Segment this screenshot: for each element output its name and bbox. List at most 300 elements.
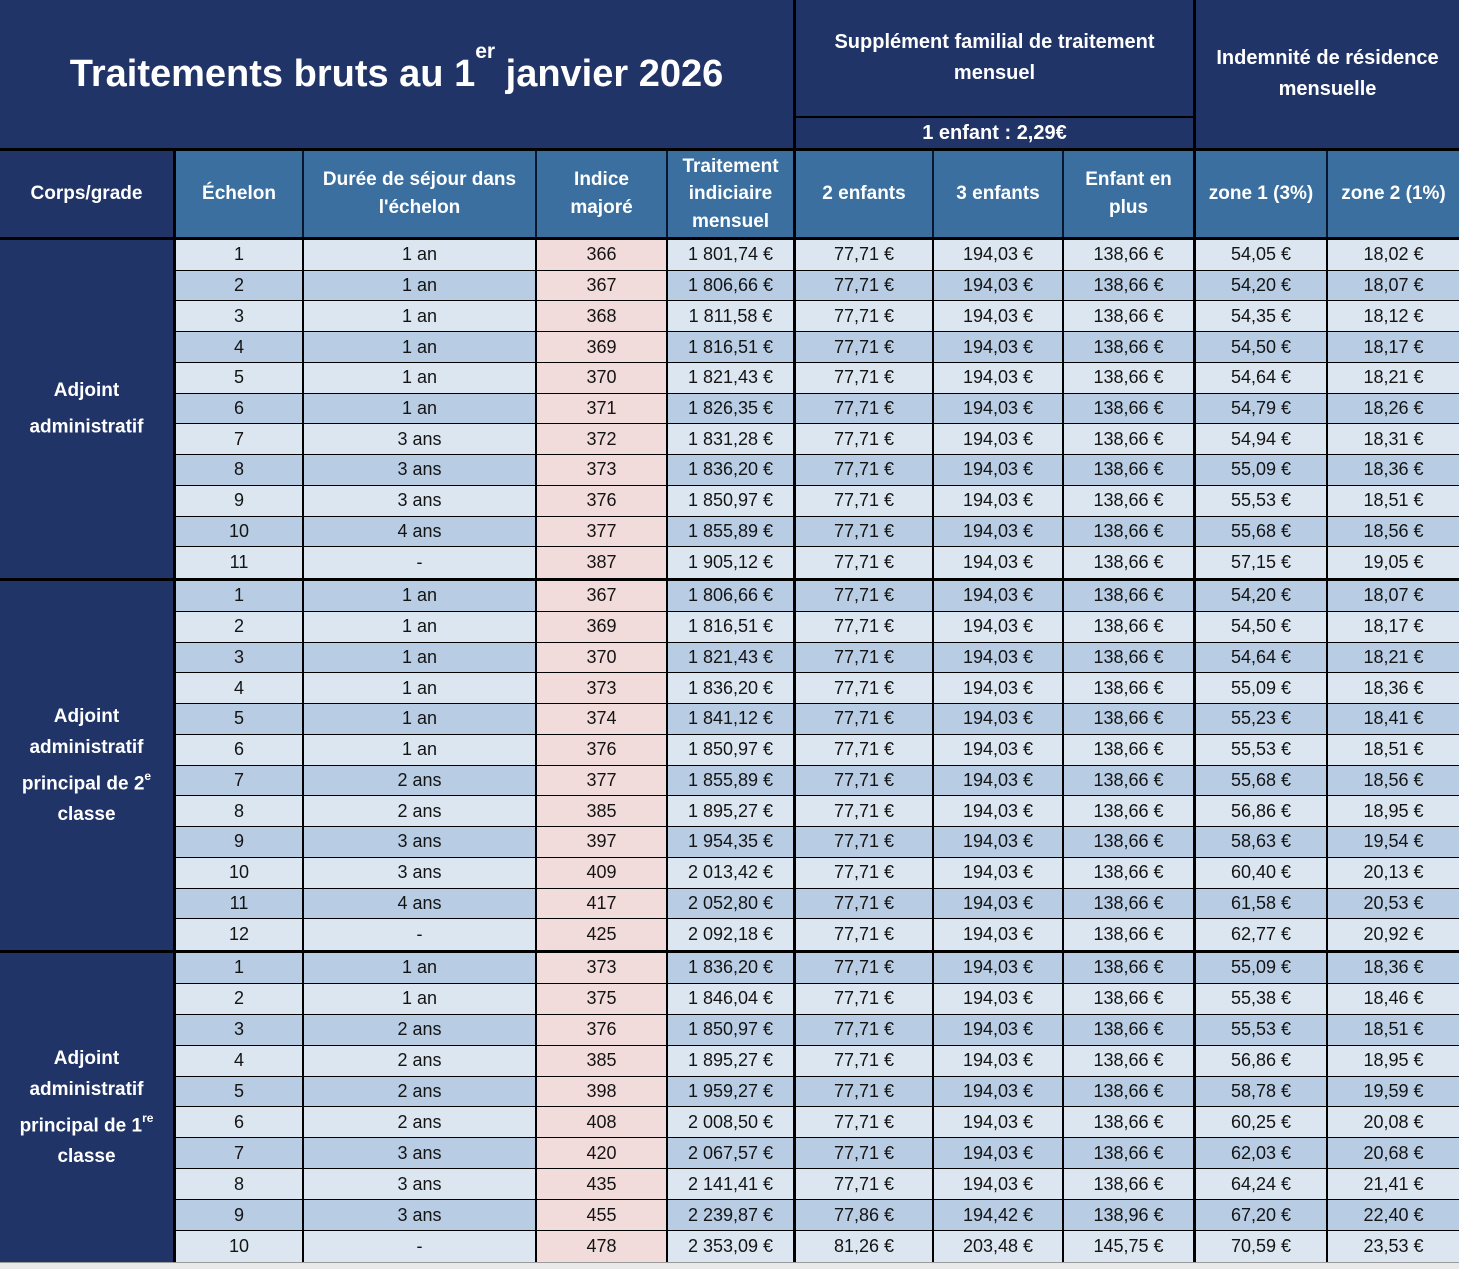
cell-enfant-en-plus: 138,66 € [1064,1169,1196,1199]
cell-2-enfants: 77,71 € [796,1107,934,1137]
cell-2-enfants: 77,71 € [796,486,934,516]
cell-3-enfants: 194,03 € [934,827,1064,857]
cell-indice-majore: 371 [537,394,668,424]
cell-traitement-indiciaire: 2 092,18 € [668,919,796,950]
cell-3-enfants: 194,03 € [934,889,1064,919]
cell-echelon: 3 [176,1015,304,1045]
bottom-strip [0,1262,1459,1269]
cell-zone-2: 22,40 € [1328,1200,1459,1230]
cell-zone-1: 56,86 € [1196,796,1328,826]
cell-zone-1: 55,38 € [1196,984,1328,1014]
cell-2-enfants: 77,71 € [796,919,934,950]
cell-enfant-en-plus: 138,66 € [1064,332,1196,362]
cell-traitement-indiciaire: 1 841,12 € [668,704,796,734]
cell-2-enfants: 77,71 € [796,455,934,485]
cell-duree-sejour: 1 an [304,240,537,270]
cell-echelon: 3 [176,643,304,673]
cell-zone-2: 18,56 € [1328,517,1459,547]
cell-3-enfants: 203,48 € [934,1231,1064,1262]
column-header-row [0,148,1459,240]
cell-zone-1: 54,20 € [1196,271,1328,301]
cell-duree-sejour: 1 an [304,394,537,424]
cell-3-enfants: 194,03 € [934,240,1064,270]
cell-enfant-en-plus: 138,66 € [1064,547,1196,578]
cell-3-enfants: 194,03 € [934,394,1064,424]
cell-enfant-en-plus: 138,66 € [1064,424,1196,454]
cell-zone-1: 54,50 € [1196,612,1328,642]
cell-zone-1: 55,53 € [1196,735,1328,765]
cell-3-enfants: 194,03 € [934,984,1064,1014]
cell-zone-1: 61,58 € [1196,889,1328,919]
page-title: Traitements bruts au 1er janvier 2026 [0,0,796,148]
cell-echelon: 6 [176,735,304,765]
cell-zone-1: 54,94 € [1196,424,1328,454]
cell-duree-sejour: 4 ans [304,517,537,547]
cell-indice-majore: 455 [537,1200,668,1230]
cell-zone-2: 18,21 € [1328,643,1459,673]
cell-enfant-en-plus: 138,66 € [1064,517,1196,547]
cell-echelon: 5 [176,704,304,734]
cell-traitement-indiciaire: 1 816,51 € [668,332,796,362]
cell-2-enfants: 77,71 € [796,240,934,270]
cell-duree-sejour: 1 an [304,271,537,301]
cell-indice-majore: 420 [537,1138,668,1168]
cell-echelon: 7 [176,1138,304,1168]
cell-zone-2: 18,31 € [1328,424,1459,454]
cell-zone-2: 18,26 € [1328,394,1459,424]
cell-echelon: 2 [176,612,304,642]
table-row [176,547,1459,578]
cell-echelon: 9 [176,486,304,516]
cell-3-enfants: 194,03 € [934,517,1064,547]
cell-duree-sejour: 3 ans [304,424,537,454]
cell-zone-1: 55,09 € [1196,953,1328,983]
cell-traitement-indiciaire: 1 826,35 € [668,394,796,424]
cell-duree-sejour: 1 an [304,581,537,611]
col-header-traitement-indiciaire: Traitement indiciaire mensuel [668,151,796,237]
cell-echelon: 8 [176,455,304,485]
cell-duree-sejour: 1 an [304,704,537,734]
cell-zone-2: 18,95 € [1328,1046,1459,1076]
cell-3-enfants: 194,03 € [934,1138,1064,1168]
cell-duree-sejour: - [304,919,537,950]
cell-3-enfants: 194,03 € [934,486,1064,516]
cell-2-enfants: 77,71 € [796,363,934,393]
cell-traitement-indiciaire: 1 806,66 € [668,271,796,301]
cell-duree-sejour: 1 an [304,643,537,673]
cell-indice-majore: 373 [537,455,668,485]
cell-indice-majore: 369 [537,612,668,642]
cell-traitement-indiciaire: 1 850,97 € [668,1015,796,1045]
cell-2-enfants: 77,71 € [796,704,934,734]
cell-enfant-en-plus: 138,66 € [1064,673,1196,703]
cell-indice-majore: 369 [537,332,668,362]
cell-duree-sejour: 1 an [304,612,537,642]
cell-duree-sejour: 3 ans [304,827,537,857]
table-row [176,1077,1459,1108]
cell-duree-sejour: 1 an [304,984,537,1014]
table-row [176,1231,1459,1262]
cell-zone-1: 70,59 € [1196,1231,1328,1262]
cell-traitement-indiciaire: 1 836,20 € [668,673,796,703]
cell-zone-1: 55,09 € [1196,455,1328,485]
cell-traitement-indiciaire: 1 836,20 € [668,455,796,485]
cell-enfant-en-plus: 138,66 € [1064,735,1196,765]
group-adjoint-administratif [0,240,1459,581]
cell-traitement-indiciaire: 1 816,51 € [668,612,796,642]
cell-duree-sejour: 3 ans [304,1169,537,1199]
cell-duree-sejour: 3 ans [304,1138,537,1168]
cell-indice-majore: 435 [537,1169,668,1199]
cell-zone-1: 55,23 € [1196,704,1328,734]
cell-traitement-indiciaire: 2 013,42 € [668,858,796,888]
cell-enfant-en-plus: 138,66 € [1064,1046,1196,1076]
cell-zone-2: 18,36 € [1328,953,1459,983]
cell-traitement-indiciaire: 1 821,43 € [668,643,796,673]
col-header-indice-majore: Indice majoré [537,151,668,237]
cell-2-enfants: 81,26 € [796,1231,934,1262]
cell-zone-1: 58,78 € [1196,1077,1328,1107]
cell-3-enfants: 194,03 € [934,1015,1064,1045]
table-row [176,1169,1459,1200]
cell-duree-sejour: 1 an [304,673,537,703]
cell-enfant-en-plus: 138,66 € [1064,827,1196,857]
cell-2-enfants: 77,71 € [796,612,934,642]
cell-indice-majore: 409 [537,858,668,888]
cell-indice-majore: 377 [537,766,668,796]
top-band [0,0,1459,148]
cell-echelon: 11 [176,889,304,919]
cell-2-enfants: 77,71 € [796,1077,934,1107]
cell-traitement-indiciaire: 1 959,27 € [668,1077,796,1107]
cell-duree-sejour: 1 an [304,735,537,765]
cell-zone-1: 55,68 € [1196,517,1328,547]
cell-duree-sejour: 2 ans [304,796,537,826]
cell-echelon: 1 [176,953,304,983]
cell-zone-2: 23,53 € [1328,1231,1459,1262]
cell-indice-majore: 370 [537,643,668,673]
cell-3-enfants: 194,03 € [934,735,1064,765]
table-row [176,486,1459,517]
cell-traitement-indiciaire: 1 811,58 € [668,301,796,331]
cell-zone-1: 55,09 € [1196,673,1328,703]
title-superscript: er [475,39,496,63]
cell-2-enfants: 77,71 € [796,643,934,673]
cell-zone-2: 18,36 € [1328,455,1459,485]
cell-indice-majore: 376 [537,486,668,516]
cell-zone-2: 20,08 € [1328,1107,1459,1137]
cell-zone-2: 18,07 € [1328,581,1459,611]
cell-zone-2: 18,51 € [1328,735,1459,765]
cell-2-enfants: 77,71 € [796,858,934,888]
col-header-duree-sejour: Durée de séjour dans l'échelon [304,151,537,237]
cell-duree-sejour: 2 ans [304,1015,537,1045]
table-row [176,1138,1459,1169]
cell-duree-sejour: 1 an [304,363,537,393]
cell-duree-sejour: 3 ans [304,1200,537,1230]
cell-zone-2: 18,12 € [1328,301,1459,331]
cell-enfant-en-plus: 138,66 € [1064,953,1196,983]
cell-traitement-indiciaire: 1 895,27 € [668,1046,796,1076]
cell-traitement-indiciaire: 1 801,74 € [668,240,796,270]
cell-enfant-en-plus: 138,66 € [1064,889,1196,919]
cell-2-enfants: 77,71 € [796,1169,934,1199]
cell-zone-1: 60,25 € [1196,1107,1328,1137]
cell-zone-2: 18,21 € [1328,363,1459,393]
cell-enfant-en-plus: 138,66 € [1064,704,1196,734]
table-row [176,363,1459,394]
cell-zone-1: 57,15 € [1196,547,1328,578]
table-row [176,394,1459,425]
cell-2-enfants: 77,71 € [796,1046,934,1076]
cell-3-enfants: 194,03 € [934,643,1064,673]
table-row [176,673,1459,704]
cell-indice-majore: 408 [537,1107,668,1137]
indemnite-residence-title: Indemnité de résidence mensuelle [1216,47,1439,100]
group-adjoint-administratif-principal-2e [0,581,1459,953]
cell-indice-majore: 372 [537,424,668,454]
cell-indice-majore: 373 [537,953,668,983]
cell-traitement-indiciaire: 1 905,12 € [668,547,796,578]
cell-zone-2: 18,56 € [1328,766,1459,796]
cell-3-enfants: 194,03 € [934,332,1064,362]
cell-enfant-en-plus: 138,66 € [1064,1107,1196,1137]
cell-2-enfants: 77,71 € [796,984,934,1014]
group-adjoint-administratif-principal-1re [0,953,1459,1262]
group-rows [176,581,1459,950]
cell-2-enfants: 77,71 € [796,517,934,547]
cell-duree-sejour: 2 ans [304,1046,537,1076]
cell-3-enfants: 194,03 € [934,424,1064,454]
cell-echelon: 10 [176,858,304,888]
col-header-echelon: Échelon [176,151,304,237]
cell-3-enfants: 194,42 € [934,1200,1064,1230]
cell-enfant-en-plus: 138,66 € [1064,363,1196,393]
cell-enfant-en-plus: 138,66 € [1064,1015,1196,1045]
cell-zone-1: 62,03 € [1196,1138,1328,1168]
cell-traitement-indiciaire: 2 239,87 € [668,1200,796,1230]
cell-zone-1: 62,77 € [1196,919,1328,950]
cell-traitement-indiciaire: 2 141,41 € [668,1169,796,1199]
cell-enfant-en-plus: 138,66 € [1064,581,1196,611]
cell-2-enfants: 77,71 € [796,827,934,857]
cell-traitement-indiciaire: 1 855,89 € [668,517,796,547]
cell-indice-majore: 397 [537,827,668,857]
cell-traitement-indiciaire: 1 895,27 € [668,796,796,826]
table-row [176,919,1459,950]
cell-zone-2: 18,02 € [1328,240,1459,270]
cell-enfant-en-plus: 145,75 € [1064,1231,1196,1262]
table-row [176,704,1459,735]
cell-enfant-en-plus: 138,66 € [1064,984,1196,1014]
cell-2-enfants: 77,71 € [796,271,934,301]
cell-echelon: 9 [176,1200,304,1230]
cell-zone-1: 58,63 € [1196,827,1328,857]
cell-indice-majore: 376 [537,1015,668,1045]
supplement-familial-header-block [796,0,1196,148]
cell-zone-1: 55,53 € [1196,486,1328,516]
cell-2-enfants: 77,71 € [796,889,934,919]
col-header-zone-1: zone 1 (3%) [1196,151,1328,237]
cell-zone-2: 20,13 € [1328,858,1459,888]
cell-traitement-indiciaire: 1 821,43 € [668,363,796,393]
cell-2-enfants: 77,71 € [796,301,934,331]
cell-zone-1: 56,86 € [1196,1046,1328,1076]
cell-zone-2: 21,41 € [1328,1169,1459,1199]
cell-3-enfants: 194,03 € [934,301,1064,331]
cell-2-enfants: 77,71 € [796,581,934,611]
cell-echelon: 12 [176,919,304,950]
cell-indice-majore: 425 [537,919,668,950]
cell-traitement-indiciaire: 1 850,97 € [668,486,796,516]
cell-indice-majore: 385 [537,1046,668,1076]
cell-indice-majore: 417 [537,889,668,919]
cell-3-enfants: 194,03 € [934,1107,1064,1137]
cell-zone-1: 54,50 € [1196,332,1328,362]
cell-echelon: 7 [176,766,304,796]
cell-echelon: 7 [176,424,304,454]
cell-indice-majore: 478 [537,1231,668,1262]
cell-indice-majore: 377 [537,517,668,547]
cell-2-enfants: 77,71 € [796,673,934,703]
cell-zone-1: 54,64 € [1196,363,1328,393]
cell-traitement-indiciaire: 2 067,57 € [668,1138,796,1168]
cell-zone-2: 19,59 € [1328,1077,1459,1107]
cell-duree-sejour: - [304,1231,537,1262]
cell-duree-sejour: 3 ans [304,486,537,516]
cell-3-enfants: 194,03 € [934,766,1064,796]
cell-indice-majore: 374 [537,704,668,734]
table-row [176,240,1459,271]
cell-zone-2: 20,92 € [1328,919,1459,950]
cell-indice-majore: 367 [537,581,668,611]
cell-3-enfants: 194,03 € [934,1169,1064,1199]
cell-3-enfants: 194,03 € [934,1077,1064,1107]
cell-zone-2: 20,53 € [1328,889,1459,919]
table-row [176,612,1459,643]
cell-zone-1: 55,53 € [1196,1015,1328,1045]
cell-zone-2: 18,95 € [1328,796,1459,826]
cell-enfant-en-plus: 138,66 € [1064,455,1196,485]
cell-2-enfants: 77,71 € [796,547,934,578]
cell-enfant-en-plus: 138,66 € [1064,612,1196,642]
cell-enfant-en-plus: 138,66 € [1064,1077,1196,1107]
cell-traitement-indiciaire: 1 850,97 € [668,735,796,765]
table-row [176,1200,1459,1231]
table-row [176,1015,1459,1046]
cell-2-enfants: 77,71 € [796,332,934,362]
cell-zone-2: 19,05 € [1328,547,1459,578]
cell-zone-1: 54,79 € [1196,394,1328,424]
cell-duree-sejour: 2 ans [304,766,537,796]
cell-duree-sejour: 2 ans [304,1107,537,1137]
cell-indice-majore: 398 [537,1077,668,1107]
cell-3-enfants: 194,03 € [934,704,1064,734]
cell-zone-2: 18,17 € [1328,612,1459,642]
table-row [176,455,1459,486]
cell-zone-1: 54,64 € [1196,643,1328,673]
cell-echelon: 9 [176,827,304,857]
cell-3-enfants: 194,03 € [934,953,1064,983]
cell-echelon: 5 [176,363,304,393]
col-header-3-enfants: 3 enfants [934,151,1064,237]
cell-echelon: 11 [176,547,304,578]
table-row [176,424,1459,455]
cell-zone-2: 18,51 € [1328,1015,1459,1045]
cell-echelon: 3 [176,301,304,331]
cell-duree-sejour: 3 ans [304,858,537,888]
cell-indice-majore: 385 [537,796,668,826]
table-row [176,953,1459,984]
cell-indice-majore: 387 [537,547,668,578]
cell-enfant-en-plus: 138,66 € [1064,301,1196,331]
cell-duree-sejour: - [304,547,537,578]
cell-2-enfants: 77,71 € [796,796,934,826]
cell-2-enfants: 77,86 € [796,1200,934,1230]
cell-indice-majore: 373 [537,673,668,703]
cell-3-enfants: 194,03 € [934,547,1064,578]
cell-zone-1: 54,05 € [1196,240,1328,270]
cell-traitement-indiciaire: 1 831,28 € [668,424,796,454]
cell-enfant-en-plus: 138,66 € [1064,796,1196,826]
table-row [176,796,1459,827]
cell-3-enfants: 194,03 € [934,363,1064,393]
cell-duree-sejour: 2 ans [304,1077,537,1107]
table-row [176,301,1459,332]
cell-enfant-en-plus: 138,66 € [1064,394,1196,424]
group-rows [176,953,1459,1262]
cell-duree-sejour: 1 an [304,301,537,331]
cell-zone-2: 20,68 € [1328,1138,1459,1168]
cell-duree-sejour: 3 ans [304,455,537,485]
cell-enfant-en-plus: 138,66 € [1064,766,1196,796]
table-row [176,332,1459,363]
cell-3-enfants: 194,03 € [934,858,1064,888]
cell-traitement-indiciaire: 1 836,20 € [668,953,796,983]
table-row [176,735,1459,766]
cell-zone-1: 67,20 € [1196,1200,1328,1230]
cell-3-enfants: 194,03 € [934,581,1064,611]
group-rows [176,240,1459,578]
table-row [176,984,1459,1015]
col-header-corps-grade: Corps/grade [0,151,176,237]
cell-enfant-en-plus: 138,66 € [1064,643,1196,673]
col-header-enfant-en-plus: Enfant en plus [1064,151,1196,237]
cell-echelon: 6 [176,1107,304,1137]
table-row [176,1107,1459,1138]
cell-echelon: 1 [176,240,304,270]
cell-indice-majore: 375 [537,984,668,1014]
col-header-2-enfants: 2 enfants [796,151,934,237]
cell-traitement-indiciaire: 1 954,35 € [668,827,796,857]
cell-zone-1: 64,24 € [1196,1169,1328,1199]
cell-zone-2: 18,36 € [1328,673,1459,703]
cell-3-enfants: 194,03 € [934,455,1064,485]
cell-indice-majore: 366 [537,240,668,270]
cell-echelon: 4 [176,332,304,362]
table-row [176,858,1459,889]
supplement-familial-1-enfant: 1 enfant : 2,29€ [922,121,1067,144]
cell-indice-majore: 376 [537,735,668,765]
cell-indice-majore: 368 [537,301,668,331]
cell-3-enfants: 194,03 € [934,796,1064,826]
group-label-adjoint-administratif-principal-1re: Adjoint administratif principal de 1re classe [0,953,176,1262]
cell-3-enfants: 194,03 € [934,271,1064,301]
cell-3-enfants: 194,03 € [934,612,1064,642]
cell-echelon: 6 [176,394,304,424]
cell-echelon: 8 [176,1169,304,1199]
cell-echelon: 5 [176,1077,304,1107]
